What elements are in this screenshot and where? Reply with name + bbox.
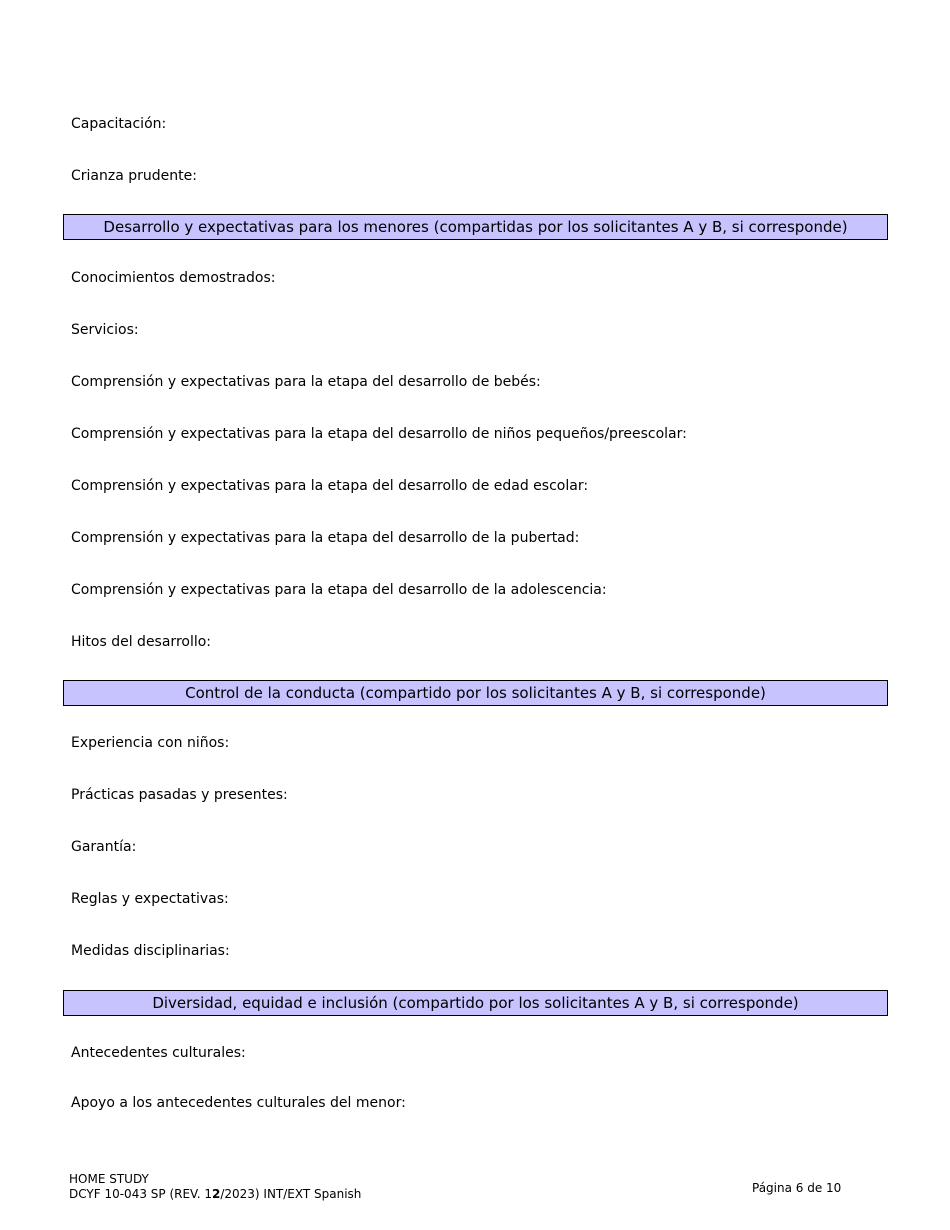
field-crianza-prudente: Crianza prudente:: [71, 168, 197, 184]
field-conocimientos: Conocimientos demostrados:: [71, 270, 276, 286]
field-servicios: Servicios:: [71, 322, 139, 338]
section-header-diversidad: Diversidad, equidad e inclusión (compartido por los solicitantes A y B, si corresponde): [63, 990, 888, 1016]
field-experiencia: Experiencia con niños:: [71, 735, 230, 751]
field-hitos: Hitos del desarrollo:: [71, 634, 212, 650]
field-preescolar: Comprensión y expectativas para la etapa del desarrollo de niños pequeños/preescolar:: [71, 426, 687, 442]
footer-form-info: [69, 1172, 361, 1202]
field-medidas: Medidas disciplinarias:: [71, 943, 230, 959]
field-pubertad: Comprensión y expectativas para la etapa del desarrollo de la pubertad:: [71, 530, 580, 546]
field-garantia: Garantía:: [71, 839, 137, 855]
section-header-conducta: Control de la conducta (compartido por los solicitantes A y B, si corresponde): [63, 680, 888, 706]
field-antecedentes: Antecedentes culturales:: [71, 1045, 246, 1061]
field-reglas: Reglas y expectativas:: [71, 891, 229, 907]
field-practicas: Prácticas pasadas y presentes:: [71, 787, 288, 803]
footer-form-title: HOME STUDY: [69, 1172, 149, 1186]
field-edad-escolar: Comprensión y expectativas para la etapa del desarrollo de edad escolar:: [71, 478, 589, 494]
field-adolescencia: Comprensión y expectativas para la etapa del desarrollo de la adolescencia:: [71, 582, 607, 598]
section-header-desarrollo: Desarrollo y expectativas para los menores (compartidas por los solicitantes A y B, si corresponde): [63, 214, 888, 240]
page-number: Página 6 de 10: [752, 1181, 842, 1195]
footer-form-id: DCYF 10-043 SP (REV. 12/2023) INT/EXT Spanish: [69, 1187, 362, 1201]
field-bebes: Comprensión y expectativas para la etapa del desarrollo de bebés:: [71, 374, 541, 390]
field-apoyo-antecedentes: Apoyo a los antecedentes culturales del menor:: [71, 1095, 406, 1111]
field-capacitacion: Capacitación:: [71, 116, 167, 132]
